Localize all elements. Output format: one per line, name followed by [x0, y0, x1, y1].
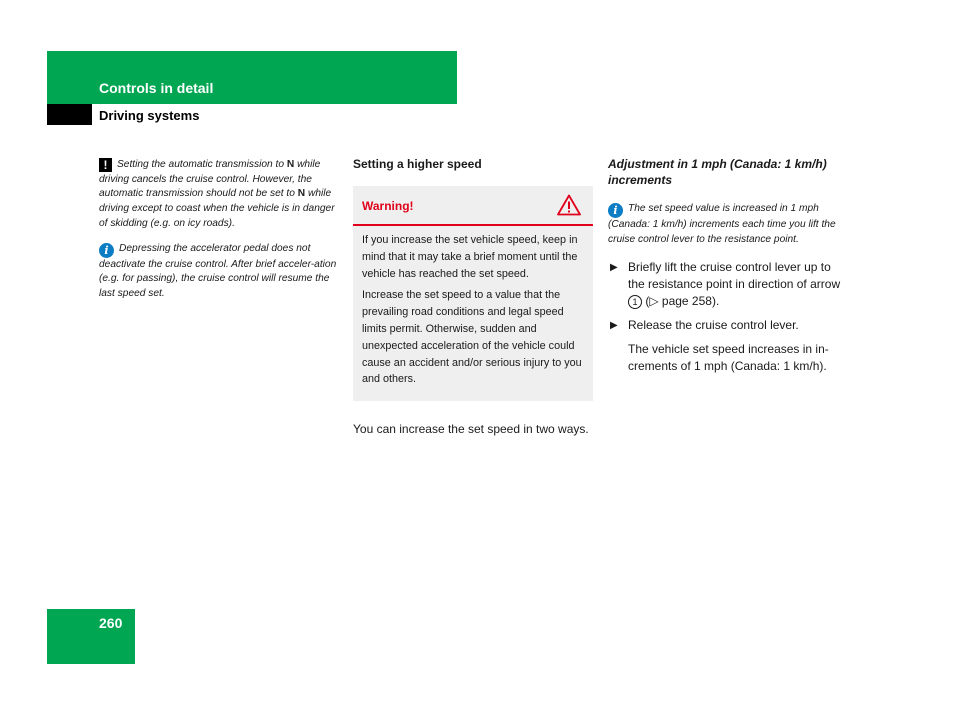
step-lift-lever: ▶ Briefly lift the cruise control lever up to the resistance point in direction of arrow 1 (▷ page 258). [610, 260, 841, 309]
warning-title: Warning! [362, 199, 414, 213]
result-text: The vehicle set speed increases in in-crements of 1 mph (Canada: 1 km/h). [628, 342, 829, 374]
transmission-notice: ! Setting the automatic transmission to N while driving cancels the cruise control. However, the automatic transmission should not be set to N while driving except to coast when the vehicle is in danger of skidding (e.g. on icy roads). [99, 158, 335, 229]
page-reference: (▷ page 258). [642, 294, 720, 309]
warning-header [353, 186, 593, 226]
adjustment-heading: Adjustment in 1 mph (Canada: 1 km/h) increments [608, 157, 827, 187]
exclamation-icon: ! [99, 158, 112, 172]
warning-body [353, 226, 593, 401]
warning-box [353, 186, 593, 401]
section-tab-marker [47, 104, 92, 125]
warning-triangle-icon [557, 194, 581, 216]
subsection-title: Driving systems [99, 108, 200, 123]
left-column [99, 158, 341, 312]
setting-higher-speed-heading: Setting a higher speed [353, 157, 482, 171]
header-band [47, 51, 457, 104]
step-release-lever: ▶ Release the cruise control lever. [610, 318, 799, 333]
bullet-arrow-icon: ▶ [610, 320, 618, 332]
info-icon: i [99, 243, 114, 258]
bullet-arrow-icon: ▶ [610, 262, 618, 274]
warning-paragraph: If you increase the set vehicle speed, keep in mind that it may take a brief moment until the vehicle has reached the set speed. [362, 234, 578, 280]
right-column [608, 156, 848, 375]
increment-info-note: i The set speed value is increased in 1 mph (Canada: 1 km/h) increments each time you lift the cruise control lever to the resistance point. [608, 203, 836, 245]
increase-ways-text: You can increase the set speed in two ways. [353, 422, 589, 437]
section-title: Controls in detail [99, 80, 214, 96]
middle-column [353, 156, 593, 438]
arrow-1-callout: 1 [628, 295, 642, 309]
warning-paragraph: Increase the set speed to a value that the prevailing road conditions and legal speed limits permit. Otherwise, sudden and unexpected acceleration of the vehicle could cause an accident and/or serious injury to you and others. [362, 289, 582, 386]
accelerator-info-note: i Depressing the accelerator pedal does not deactivate the cruise control. After brief acceler-ation (e.g. for passing), the cruise control will resume the last speed set. [99, 242, 337, 299]
page-number: 260 [99, 615, 123, 631]
info-icon: i [608, 203, 623, 218]
